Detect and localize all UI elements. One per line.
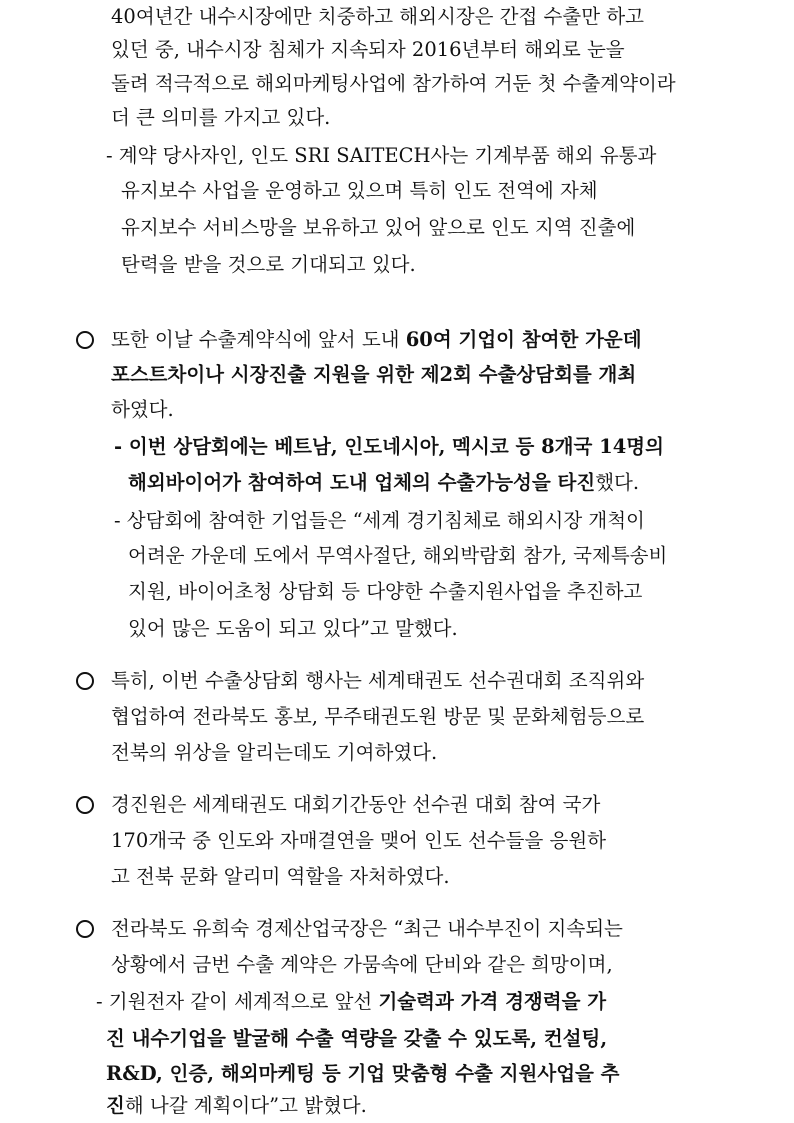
text-segment: - 기원전자 같이 세계적으로 앞선 (96, 990, 379, 1013)
text-line (0, 1089, 794, 1123)
text-segment: 상황에서 금번 수출 계약은 가뭄속에 단비와 같은 희망이며, (111, 953, 613, 976)
text-segment: - 계약 당사자인, 인도 SRI SAITECH사는 기계부품 해외 유통과 (106, 144, 657, 167)
text-line (0, 393, 794, 427)
text-line (0, 664, 794, 698)
text-line (0, 0, 794, 34)
text-segment: 협업하여 전라북도 홍보, 무주태권도원 방문 및 문화체험등으로 (111, 705, 645, 728)
text-segment: - 상담회에 참여한 기업들은 “세계 경기침체로 해외시장 개척이 (114, 509, 645, 532)
text-line (0, 211, 794, 245)
text-segment: 해 나갈 계획이다”고 밝혔다. (124, 1094, 367, 1117)
text-line (0, 736, 794, 770)
text-segment: 고 전북 문화 알리미 역할을 자처하였다. (111, 865, 450, 888)
text-segment: 170개국 중 인도와 자매결연을 맺어 인도 선수들을 응원하 (111, 829, 607, 852)
text-line (0, 612, 794, 646)
text-line (0, 101, 794, 135)
text-line (0, 33, 794, 67)
text-line (0, 575, 794, 609)
text-line (0, 985, 794, 1019)
text-line (0, 824, 794, 858)
text-segment-bold: 60여 기업이 참여한 가운데 (405, 328, 642, 351)
text-line (0, 788, 794, 822)
text-segment: 특히, 이번 수출상담회 행사는 세계태권도 선수권대회 조직위와 (111, 669, 645, 692)
text-line (0, 466, 794, 500)
text-line (0, 860, 794, 894)
text-line (0, 948, 794, 982)
text-segment-bold: R&D, 인증, 해외마케팅 등 기업 맞춤형 수출 지원사업을 추 (106, 1062, 620, 1085)
text-segment: 했다. (595, 471, 640, 494)
text-segment: 유지보수 사업을 운영하고 있으며 특히 인도 전역에 자체 (121, 179, 598, 202)
text-line (0, 1057, 794, 1091)
text-line (0, 539, 794, 573)
text-segment: 또한 이날 수출계약식에 앞서 도내 (111, 328, 406, 351)
text-segment: 탄력을 받을 것으로 기대되고 있다. (121, 253, 416, 276)
text-line (0, 1022, 794, 1056)
text-line (0, 358, 794, 392)
text-line (0, 139, 794, 173)
text-line (0, 430, 794, 464)
text-segment-bold: 해외바이어가 참여하여 도내 업체의 수출가능성을 타진 (128, 471, 596, 494)
text-line (0, 700, 794, 734)
text-segment: 전북의 위상을 알리는데도 기여하였다. (111, 741, 438, 764)
text-line (0, 323, 794, 357)
text-segment: 돌려 적극적으로 해외마케팅사업에 참가하여 거둔 첫 수출계약이라 (111, 72, 676, 95)
text-segment: 전라북도 유희숙 경제산업국장은 “최근 내수부진이 지속되는 (111, 917, 623, 940)
text-segment: 더 큰 의미를 가지고 있다. (111, 106, 331, 129)
text-segment: 40여년간 내수시장에만 치중하고 해외시장은 간접 수출만 하고 (111, 5, 644, 28)
text-line (0, 912, 794, 946)
text-segment-bold: 진 (106, 1094, 125, 1117)
text-segment: 하였다. (111, 398, 174, 421)
text-segment: 어려운 가운데 도에서 무역사절단, 해외박람회 참가, 국제특송비 (128, 544, 668, 567)
text-segment: 경진원은 세계태권도 대회기간동안 선수권 대회 참여 국가 (111, 793, 601, 816)
text-line (0, 174, 794, 208)
text-line (0, 504, 794, 538)
text-segment: 있어 많은 도움이 되고 있다”고 말했다. (128, 617, 458, 640)
text-segment: 있던 중, 내수시장 침체가 지속되자 2016년부터 해외로 눈을 (111, 38, 625, 61)
text-segment-bold: - 이번 상담회에는 베트남, 인도네시아, 멕시코 등 8개국 14명의 (114, 435, 664, 458)
text-segment-bold: 기술력과 가격 경쟁력을 가 (378, 990, 607, 1013)
text-line (0, 67, 794, 101)
text-segment-bold: 포스트차이나 시장진출 지원을 위한 제2회 수출상담회를 개최 (111, 363, 637, 386)
text-segment-bold: 진 내수기업을 발굴해 수출 역량을 갖출 수 있도록, 컨설팅, (106, 1027, 608, 1050)
text-segment: 지원, 바이어초청 상담회 등 다양한 수출지원사업을 추진하고 (128, 580, 643, 603)
text-segment: 유지보수 서비스망을 보유하고 있어 앞으로 인도 지역 진출에 (121, 216, 636, 239)
text-line (0, 248, 794, 282)
